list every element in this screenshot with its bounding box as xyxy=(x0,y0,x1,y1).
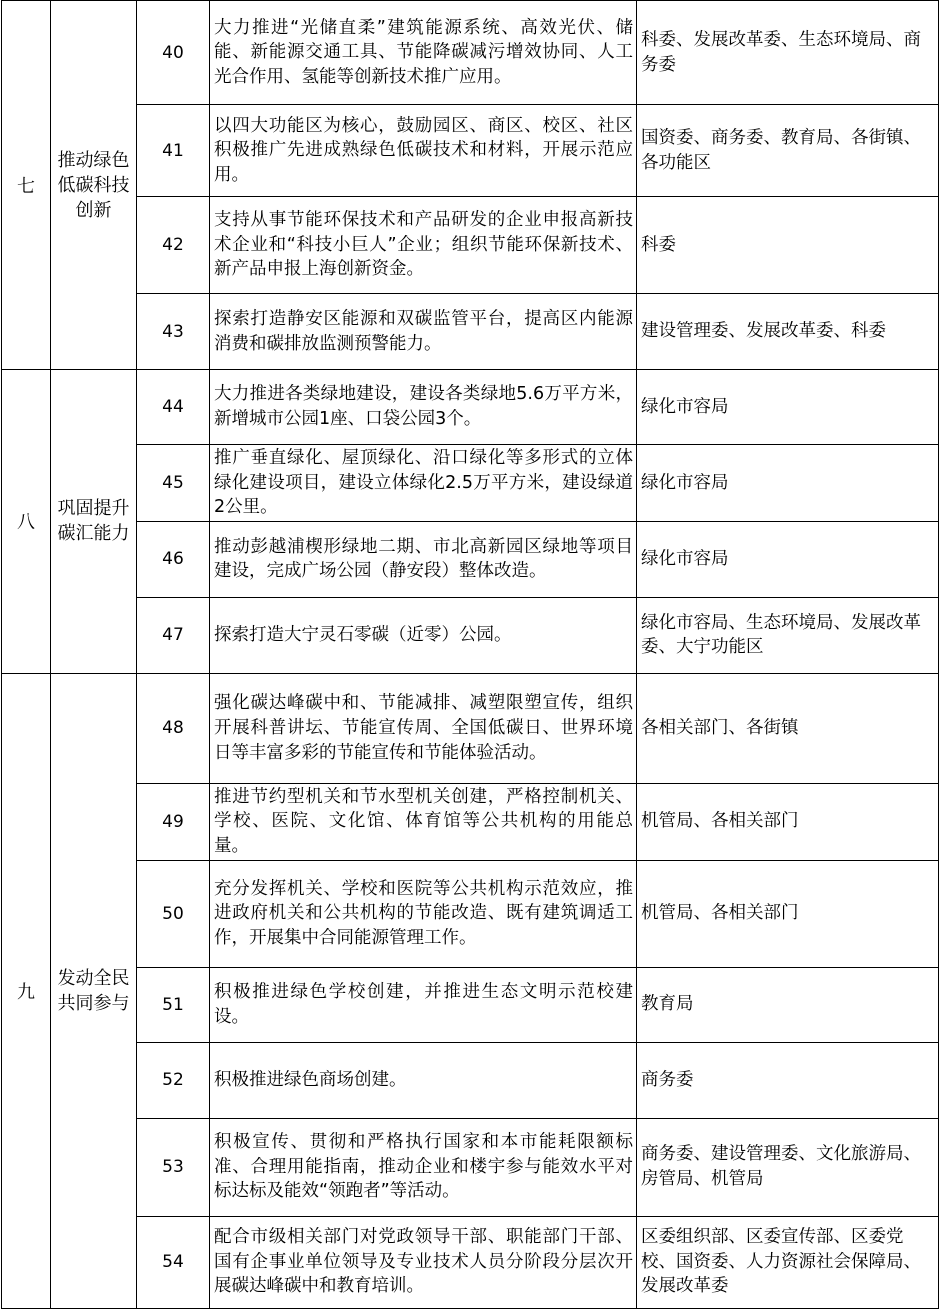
task-description: 积极宣传、贯彻和严格执行国家和本市能耗限额标准、合理用能指南，推动企业和楼宇参与能效水平对标达标及能效“领跑者”等活动。 xyxy=(210,1118,637,1216)
responsible-departments: 教育局 xyxy=(637,967,939,1042)
table-row xyxy=(2,521,939,597)
task-description: 大力推进各类绿地建设，建设各类绿地5.6万平方米，新增城市公园1座、口袋公园3个。 xyxy=(210,370,637,445)
table-row xyxy=(2,445,939,522)
task-description: 探索打造静安区能源和双碳监管平台，提高区内能源消费和碳排放监测预警能力。 xyxy=(210,294,637,370)
task-number: 45 xyxy=(137,445,210,522)
task-number: 53 xyxy=(137,1118,210,1216)
responsible-departments: 科委 xyxy=(637,197,939,294)
responsible-departments: 建设管理委、发展改革委、科委 xyxy=(637,294,939,370)
task-description: 大力推进“光储直柔”建筑能源系统、高效光伏、储能、新能源交通工具、节能降碳减污增效协同、人工光合作用、氢能等创新技术推广应用。 xyxy=(210,1,637,105)
task-number: 43 xyxy=(137,294,210,370)
responsible-departments: 绿化市容局 xyxy=(637,445,939,522)
task-description: 推广垂直绿化、屋顶绿化、沿口绿化等多形式的立体绿化建设项目，建设立体绿化2.5万平方米，建设绿道2公里。 xyxy=(210,445,637,522)
category-number: 七 xyxy=(2,1,51,370)
responsible-departments: 绿化市容局 xyxy=(637,521,939,597)
responsible-departments: 商务委 xyxy=(637,1042,939,1118)
task-number: 50 xyxy=(137,860,210,967)
task-number: 41 xyxy=(137,105,210,197)
table-row xyxy=(2,1,939,105)
responsible-departments: 科委、发展改革委、生态环境局、商务委 xyxy=(637,1,939,105)
task-description: 积极推进绿色商场创建。 xyxy=(210,1042,637,1118)
responsible-departments: 区委组织部、区委宣传部、区委党校、国资委、人力资源社会保障局、发展改革委 xyxy=(637,1216,939,1308)
task-number: 49 xyxy=(137,783,210,860)
responsible-departments: 商务委、建设管理委、文化旅游局、房管局、机管局 xyxy=(637,1118,939,1216)
task-number: 46 xyxy=(137,521,210,597)
table-row xyxy=(2,860,939,967)
task-description: 以四大功能区为核心，鼓励园区、商区、校区、社区积极推广先进成熟绿色低碳技术和材料，开展示范应用。 xyxy=(210,105,637,197)
task-description: 强化碳达峰碳中和、节能减排、减塑限塑宣传，组织开展科普讲坛、节能宣传周、全国低碳日、世界环境日等丰富多彩的节能宣传和节能体验活动。 xyxy=(210,673,637,783)
task-description: 推进节约型机关和节水型机关创建，严格控制机关、学校、医院、文化馆、体育馆等公共机构的用能总量。 xyxy=(210,783,637,860)
task-number: 40 xyxy=(137,1,210,105)
task-number: 42 xyxy=(137,197,210,294)
task-description: 推动彭越浦楔形绿地二期、市北高新园区绿地等项目建设，完成广场公园（静安段）整体改造。 xyxy=(210,521,637,597)
task-number: 48 xyxy=(137,673,210,783)
table-row xyxy=(2,597,939,673)
task-description: 积极推进绿色学校创建，并推进生态文明示范校建设。 xyxy=(210,967,637,1042)
task-number: 51 xyxy=(137,967,210,1042)
table-row xyxy=(2,1216,939,1308)
responsible-departments: 各相关部门、各街镇 xyxy=(637,673,939,783)
task-description: 充分发挥机关、学校和医院等公共机构示范效应，推进政府机关和公共机构的节能改造、既有建筑调适工作，开展集中合同能源管理工作。 xyxy=(210,860,637,967)
task-number: 44 xyxy=(137,370,210,445)
table-row xyxy=(2,783,939,860)
table-row xyxy=(2,673,939,783)
responsible-departments: 机管局、各相关部门 xyxy=(637,783,939,860)
category-number: 九 xyxy=(2,673,51,1308)
responsible-departments: 机管局、各相关部门 xyxy=(637,860,939,967)
table-row xyxy=(2,967,939,1042)
category-area: 发动全民共同参与 xyxy=(51,673,137,1308)
table-row xyxy=(2,105,939,197)
table-row xyxy=(2,1118,939,1216)
responsible-departments: 国资委、商务委、教育局、各街镇、各功能区 xyxy=(637,105,939,197)
task-description: 配合市级相关部门对党政领导干部、职能部门干部、国有企事业单位领导及专业技术人员分阶段分层次开展碳达峰碳中和教育培训。 xyxy=(210,1216,637,1308)
category-area: 巩固提升碳汇能力 xyxy=(51,370,137,674)
task-description: 探索打造大宁灵石零碳（近零）公园。 xyxy=(210,597,637,673)
table-row xyxy=(2,370,939,445)
table-row xyxy=(2,294,939,370)
task-number: 54 xyxy=(137,1216,210,1308)
task-number: 47 xyxy=(137,597,210,673)
task-table xyxy=(1,0,939,1309)
table-row xyxy=(2,197,939,294)
responsible-departments: 绿化市容局 xyxy=(637,370,939,445)
category-area: 推动绿色低碳科技创新 xyxy=(51,1,137,370)
category-number: 八 xyxy=(2,370,51,674)
task-description: 支持从事节能环保技术和产品研发的企业申报高新技术企业和“科技小巨人”企业；组织节能环保新技术、新产品申报上海创新资金。 xyxy=(210,197,637,294)
task-number: 52 xyxy=(137,1042,210,1118)
responsible-departments: 绿化市容局、生态环境局、发展改革委、大宁功能区 xyxy=(637,597,939,673)
table-row xyxy=(2,1042,939,1118)
